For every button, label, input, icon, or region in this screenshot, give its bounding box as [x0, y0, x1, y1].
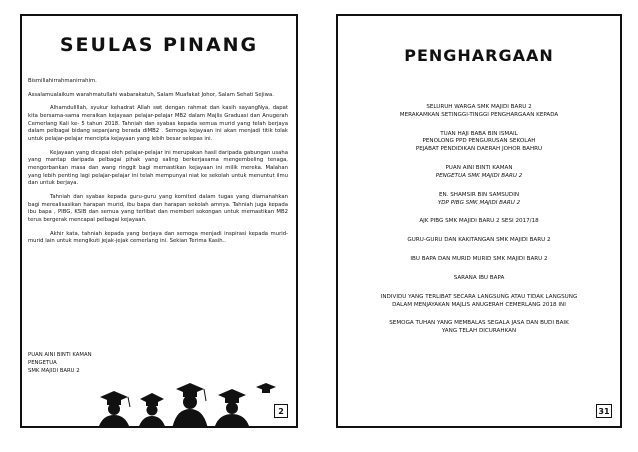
acknowledgement-line: MERAKAMKAN SETINGGI-TINGGI PENGHARGAAN KEPADA — [399, 111, 559, 118]
acknowledgement-line: DALAM MENJAYAKAN MAJLIS ANUGERAH CEMERLANG 2018 INI — [392, 301, 566, 308]
acknowledgement-item — [344, 256, 614, 264]
acknowledgement-line: PUAN AINI BINTI KAMAN — [445, 165, 513, 172]
acknowledgement-item — [344, 294, 614, 310]
paragraph: Alhamdulillah, syukur kehadrat Allah swt dengan rahmat dan kasih sayangNya, dapat kita bersama-sama meraikan kejayaan pelajar-pelajar MB2 dalam Majlis Graduasi dan Anugerah Cemerlang Kali ke- 5 tahun 2018. Tahniah dan syabas kepada semua murid yang telah berjaya dalam pelbagai bidang sepanjang berada diMB2 . Semoga kejayaan ini akan menjadi titik tolak untuk pelajar-pelajar mencipta kejayaan yang lebih besar selepas ini. — [28, 105, 288, 143]
page-number: 2 — [274, 404, 288, 418]
acknowledgement-item — [344, 237, 614, 245]
signature-title: PENGETUA — [28, 360, 57, 367]
acknowledgement-line: IBU BAPA DAN MURID MURID SMK MAJIDI BARU 2 — [410, 256, 548, 263]
acknowledgement-line: SELURUH WARGA SMK MAJIDI BARU 2 — [426, 104, 532, 110]
acknowledgement-line: TUAN HAJI BABA BIN ISMAIL — [440, 130, 518, 137]
acknowledgement-list — [344, 104, 614, 347]
acknowledgement-line: PENOLONG PPD PENGURUSAN SEKOLAH — [422, 138, 536, 145]
acknowledgement-line: SEMOGA TUHAN YANG MEMBALAS SEGALA JASA DAN BUDI BAIK — [389, 320, 569, 327]
page-number: 31 — [596, 404, 612, 418]
acknowledgement-line: YANG TELAH DICURAHKAN — [441, 328, 517, 335]
acknowledgement-line: PEJABAT PENDIDIKAN DAERAH JOHOR BAHRU — [415, 146, 543, 153]
left-page-body — [28, 78, 288, 252]
acknowledgement-item — [344, 165, 614, 181]
acknowledgement-line: EN. SHAMSIR BIN SAMSUDIN — [438, 191, 520, 198]
acknowledgement-line: YDP PIBG SMK MAJIDI BARU 2 — [437, 199, 521, 206]
signature-school: SMK MAJIDI BARU 2 — [28, 368, 80, 375]
left-page — [20, 14, 298, 428]
signature-block — [28, 351, 92, 376]
acknowledgement-item — [344, 192, 614, 208]
graduation-silhouettes-icon — [92, 381, 282, 428]
paragraph: Tahniah dan syabas kepada guru-guru yang komited dalam tugas yang diamanahkan bagi merealisasikan harapan murid, ibu bapa dan harapan sekolah amnya. Tahniah juga kepada ibu bapa , PIBG, KSIB dan semua yang terlibat dan memberi sokongan untuk memastikan MB2 terus bergerak mencapai pelbagai kejayaan. — [28, 194, 288, 224]
paragraph: Akhir kata, tahniah kepada yang berjaya dan semoga menjadi inspirasi kepada murid-murid lain untuk mengikuti jejak-jejak cemerlang ini. Sekian Terima Kasih.. — [28, 230, 288, 245]
acknowledgement-item — [344, 275, 614, 283]
acknowledgement-item — [344, 218, 614, 226]
right-page-title: PENGHARGAAN — [404, 46, 554, 65]
acknowledgement-line: PENGETUA SMK MAJIDI BARU 2 — [435, 172, 523, 179]
paragraph: Bismillahirrahmanirrahim. — [28, 78, 97, 84]
signature-name: PUAN AINI BINTI KAMAN — [28, 352, 92, 358]
left-page-title: SEULAS PINANG — [59, 34, 259, 56]
acknowledgement-line: SARANA IBU BAPA — [453, 274, 505, 281]
acknowledgement-line: GURU-GURU DAN KAKITANGAN SMK MAJIDI BARU 2 — [407, 237, 551, 244]
acknowledgement-line: INDIVIDU YANG TERLIBAT SECARA LANGSUNG ATAU TIDAK LANGSUNG — [380, 293, 578, 300]
paragraph: Kejayaan yang dicapai oleh pelajar-pelajar ini merupakan hasil daripada gabungan usaha yang mantap daripada pelbagai pihak yang saling berkerjasama mengembeling tenaga, mengorbankan masa dan wang ringgit bagi memastikan kejayaan ini milik mereka. Malahan yang lebih penting lagi pelajar-pelajar ini telah mempunyai niat ke sekolah untuk menuntut ilmu dan untuk berjaya. — [28, 149, 288, 187]
acknowledgement-item — [344, 320, 614, 336]
paragraph: Assalamualaikum warahmatullahi wabarakatuh, Salam Muafakat Johor, Salam Sehati Sejiwa. — [28, 91, 274, 98]
acknowledgement-item — [344, 131, 614, 154]
acknowledgement-line: AJK PIBG SMK MAJIDI BARU 2 SESI 2017/18 — [419, 218, 539, 225]
acknowledgement-item — [344, 104, 614, 120]
right-page — [336, 14, 622, 428]
